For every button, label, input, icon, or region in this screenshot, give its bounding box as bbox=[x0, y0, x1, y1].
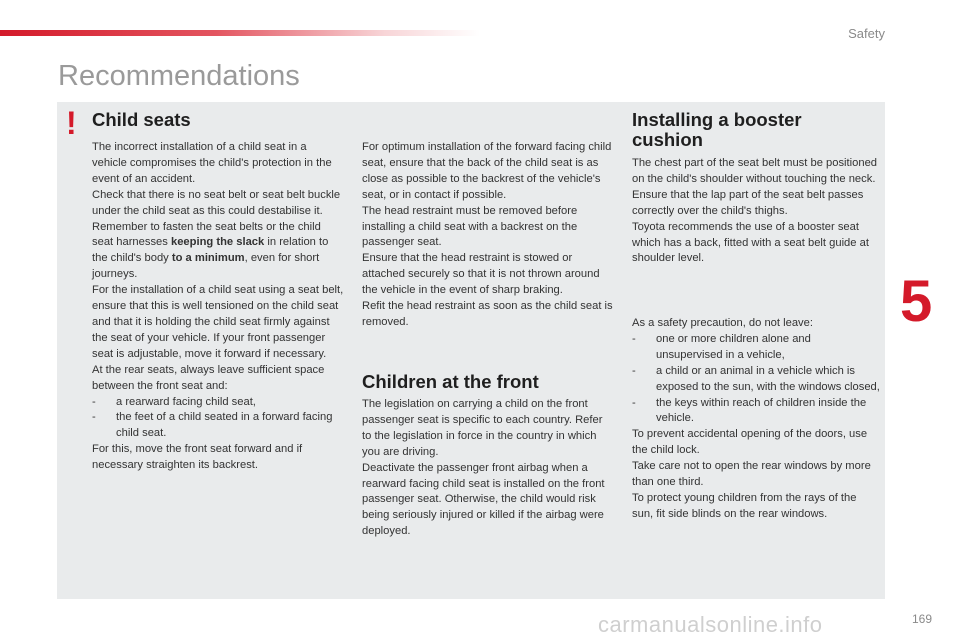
paragraph-fasten bbox=[92, 220, 344, 284]
bold-text: to a minimum bbox=[171, 252, 245, 265]
precautions-text bbox=[632, 316, 880, 523]
forward-facing-text bbox=[362, 140, 614, 331]
paragraph: To protect young children from the rays of the sun, fit side blinds on the rear windows. bbox=[632, 491, 857, 520]
paragraph: For the installation of a child seat using a seat belt, ensure that this is well tensioned on the child seat and that it is holding the child seat firmly against the seat of your vehicle. If your front passenger seat is adjustable, move it forward if necessary. bbox=[92, 284, 344, 360]
list-item-text: one or more children alone and unsupervised in a vehicle, bbox=[656, 332, 811, 361]
list-item-text: a child or an animal in a vehicle which is exposed to the sun, with the windows closed, bbox=[656, 364, 880, 393]
child-seats-text bbox=[92, 140, 344, 474]
paragraph: At the rear seats, always leave sufficient space between the front seat and: bbox=[92, 363, 325, 392]
dash-bullet: - bbox=[92, 411, 96, 424]
section-label: Safety bbox=[848, 26, 885, 41]
watermark: carmanualsonline.info bbox=[598, 612, 823, 637]
dash-bullet: - bbox=[632, 396, 636, 409]
text-span: , even for short journeys. bbox=[92, 252, 320, 281]
paragraph: The head restraint must be removed before installing a child seat with a backrest on the passenger seat. bbox=[362, 204, 578, 249]
exclamation-warning-icon: ! bbox=[66, 105, 77, 141]
paragraph: Ensure that the lap part of the seat belt passes correctly over the child's thighs. bbox=[632, 188, 864, 217]
children-front-text bbox=[362, 397, 614, 540]
booster-text bbox=[632, 156, 880, 267]
heading-children-at-front: Children at the front bbox=[362, 371, 539, 392]
paragraph: The chest part of the seat belt must be positioned on the child's shoulder without touching the neck. bbox=[632, 157, 878, 185]
paragraph: Deactivate the passenger front airbag when a rearward facing child seat is installed on the front passenger seat. Otherwise, the child would risk being seriously injured or killed if the airbag were deployed. bbox=[362, 461, 605, 538]
list-item bbox=[92, 395, 344, 411]
paragraph: Ensure that the head restraint is stowed or attached securely so that it is not thrown around the vehicle in the event of sharp braking. bbox=[362, 252, 600, 297]
list-item-text: the feet of a child seated in a forward facing child seat. bbox=[116, 411, 333, 440]
paragraph: The legislation on carrying a child on the front passenger seat is specific to each country. Refer to the legislation in force in the country in which you are driving. bbox=[362, 398, 603, 458]
paragraph: To prevent accidental opening of the doors, use the child lock. bbox=[632, 428, 868, 457]
header-accent-bar bbox=[0, 30, 480, 36]
text-span: in relation to the child's body bbox=[92, 236, 329, 265]
dash-bullet: - bbox=[632, 364, 636, 377]
paragraph: Refit the head restraint as soon as the child seat is removed. bbox=[362, 300, 613, 328]
list-item bbox=[632, 364, 880, 396]
page-number: 169 bbox=[912, 612, 933, 626]
list-item bbox=[92, 410, 344, 442]
heading-booster-cushion: Installing a booster cushion bbox=[632, 109, 802, 150]
paragraph: For optimum installation of the forward facing child seat, ensure that the back of the child seat is as close as possible to the backrest of the vehicle's seat, or in contact if possible. bbox=[362, 141, 612, 201]
list-item bbox=[632, 332, 880, 364]
bold-text: keeping the slack bbox=[170, 236, 265, 249]
paragraph: Check that there is no seat belt or seat belt buckle under the child seat as this could destabilise it. bbox=[92, 188, 341, 217]
dash-bullet: - bbox=[632, 332, 636, 345]
paragraph: Take care not to open the rear windows by more than one third. bbox=[632, 460, 871, 489]
heading-child-seats: Child seats bbox=[92, 109, 191, 130]
list-item-text: the keys within reach of children inside the vehicle. bbox=[656, 396, 867, 425]
list-item bbox=[632, 396, 880, 428]
paragraph: The incorrect installation of a child seat in a vehicle compromises the child's protection in the event of an accident. bbox=[92, 141, 332, 185]
page-title: Recommendations bbox=[58, 60, 300, 92]
paragraph: As a safety precaution, do not leave: bbox=[632, 317, 813, 329]
paragraph: Toyota recommends the use of a booster seat which has a back, fitted with a seat belt guide at shoulder level. bbox=[632, 220, 869, 265]
paragraph: For this, move the front seat forward and if necessary straighten its backrest. bbox=[92, 443, 303, 472]
dash-bullet: - bbox=[92, 395, 96, 408]
list-item-text: a rearward facing child seat, bbox=[116, 395, 256, 408]
chapter-number: 5 bbox=[900, 269, 933, 334]
text-span: Remember to fasten the seat belts or the child seat harnesses bbox=[92, 220, 321, 249]
